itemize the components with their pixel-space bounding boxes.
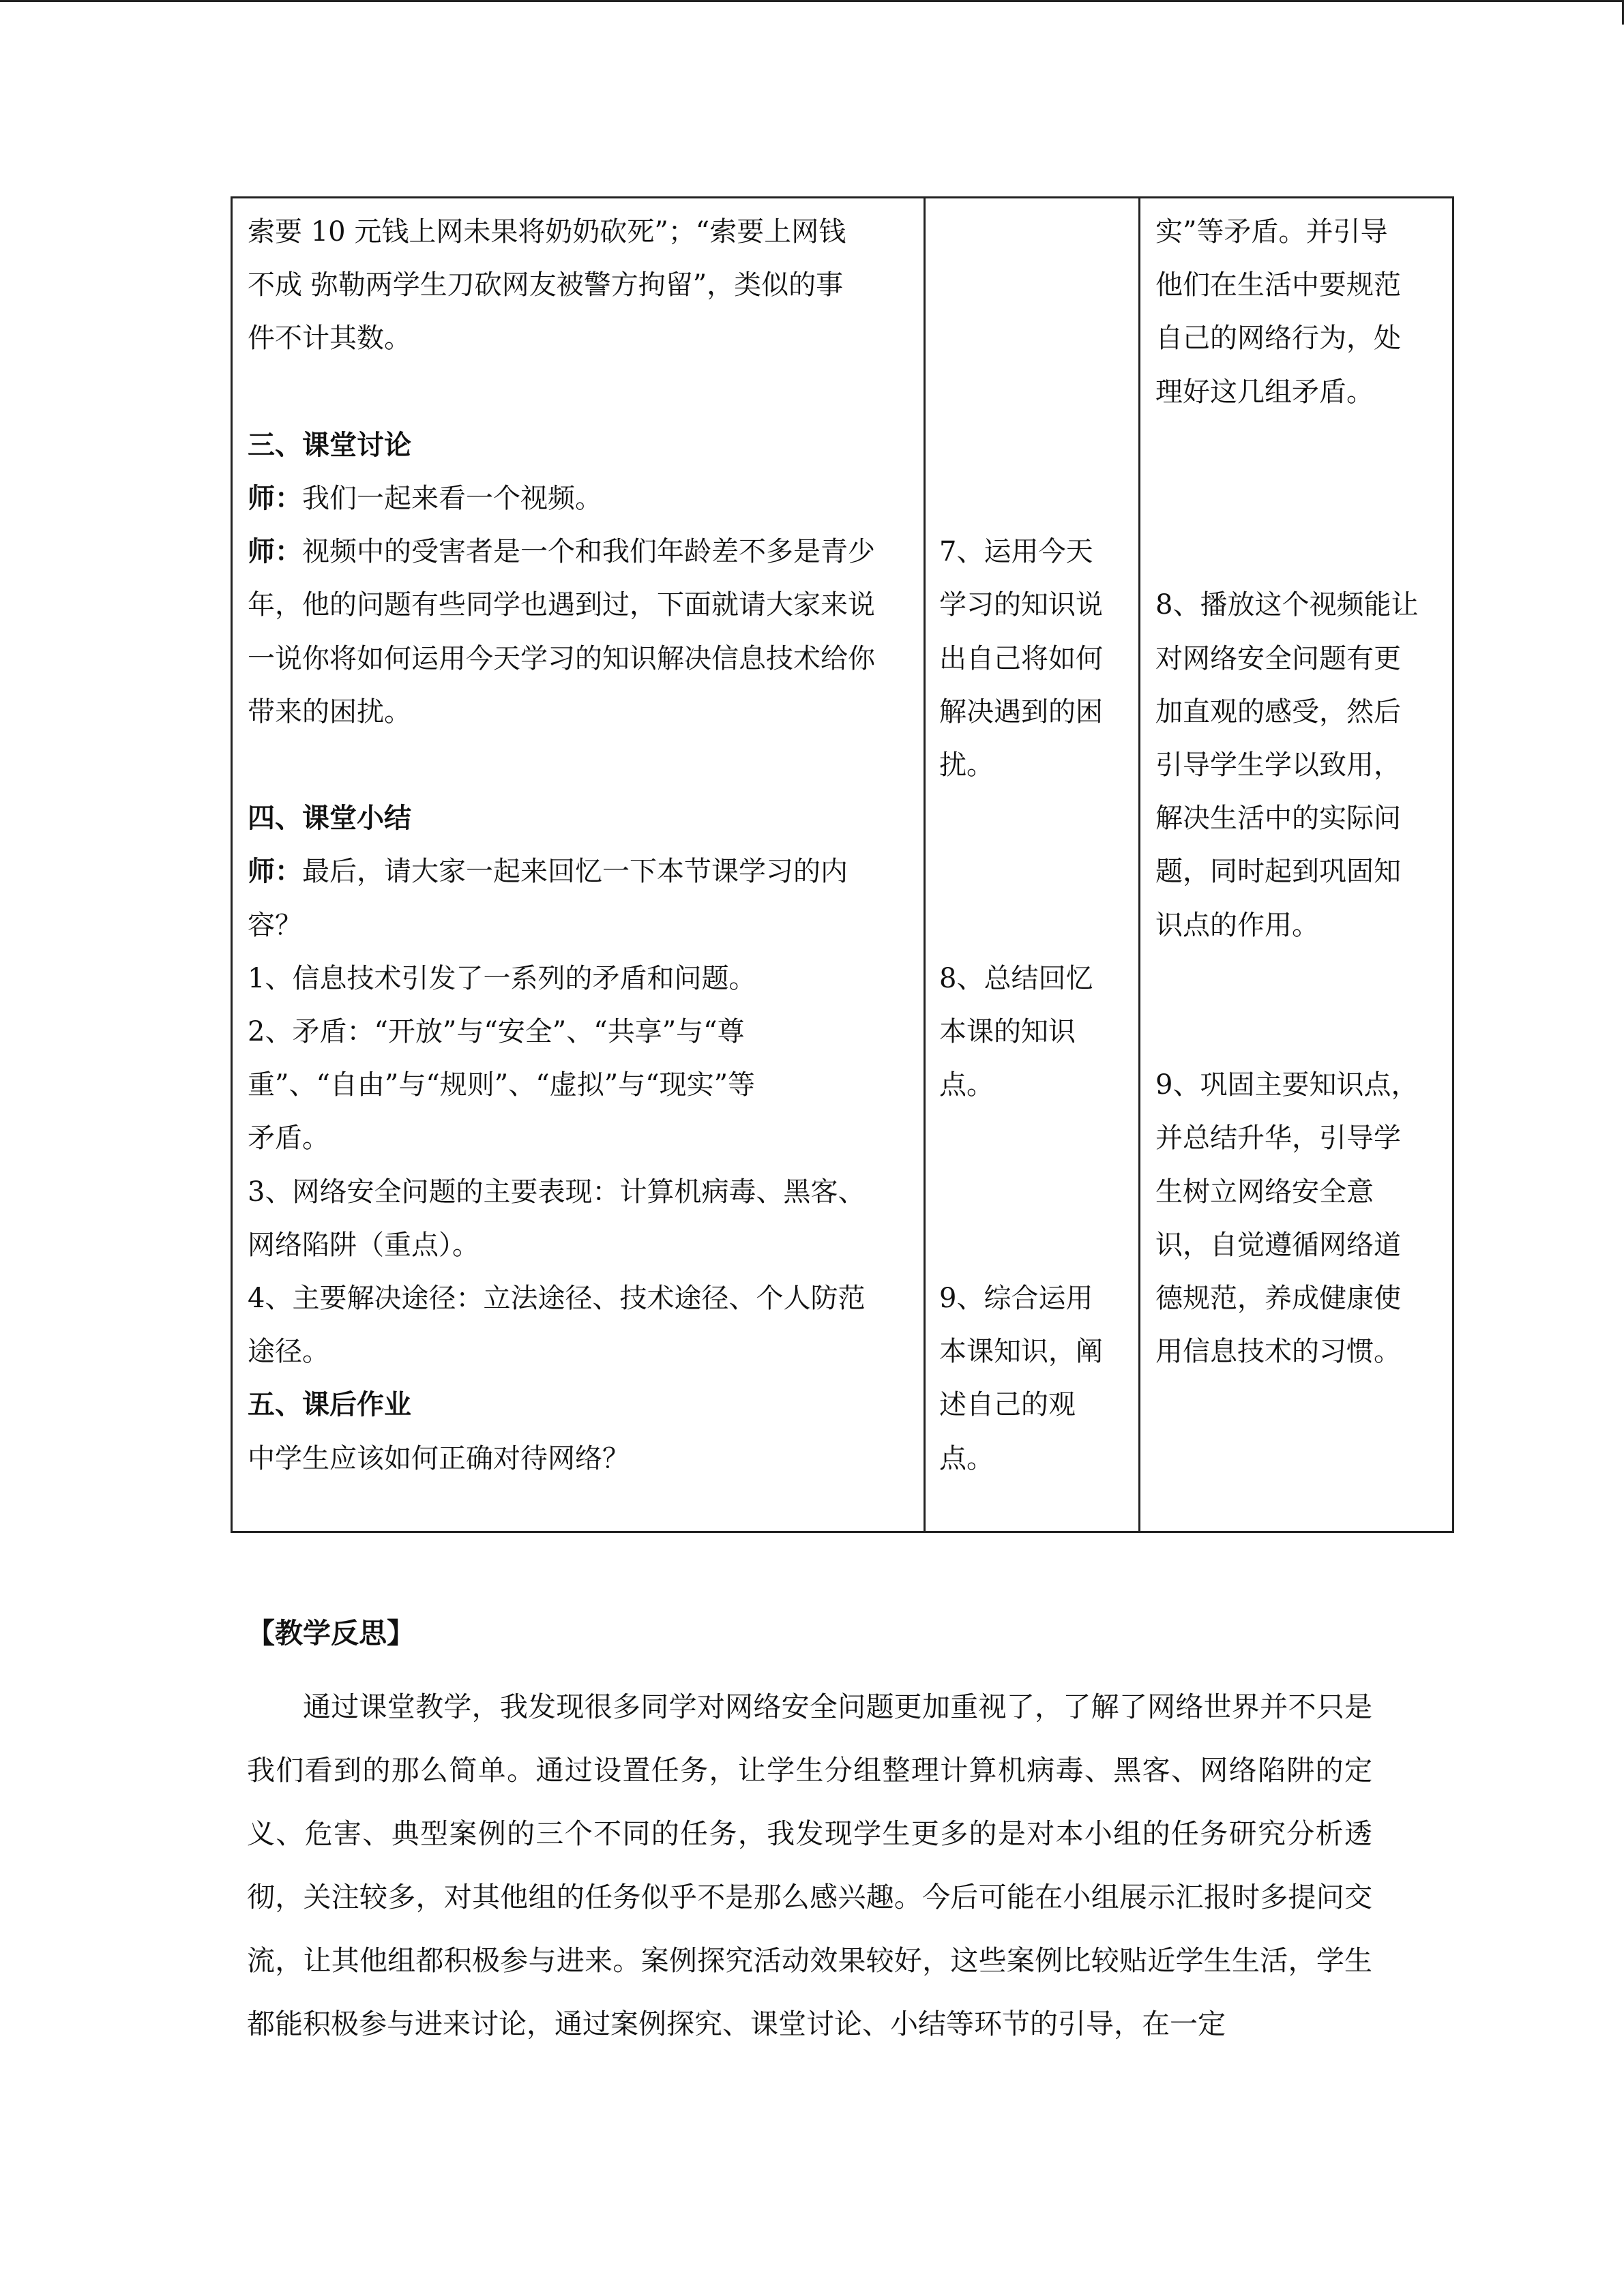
student-text-line: 解决遇到的困 (939, 696, 1103, 728)
teacher-text-line: 4、主要解决途径：立法途径、技术途径、个人防范 (248, 1283, 866, 1314)
speaker-text: 视频中的受害者是一个和我们年龄差不多是青少 (302, 536, 875, 568)
speaker-label: 师： (248, 482, 302, 514)
speaker-text: 最后，请大家一起来回忆一下本节课学习的内 (302, 856, 848, 888)
student-text-line: 8、总结回忆 (939, 962, 1093, 994)
teacher-text-line: 一说你将如何运用今天学习的知识解决信息技术给你 (248, 642, 875, 674)
intent-text-line: 对网络安全问题有更 (1155, 642, 1401, 674)
reflection-body: 通过课堂教学，我发现很多同学对网络安全问题更加重视了，了解了网络世界并不只是我们看到的那么简单。通过设置任务，让学生分组整理计算机病毒、黑客、网络陷阱的定义、危害、典型案例的三个不同的任务，我发现学生更多的是对本小组的任务研究分析透彻，关注较多，对其他组的任务似乎不是那么感兴趣。今后可能在小组展示汇报时多提问交流，让其他组都积极参与进来。案例探究活动效果较好，这些案例比较贴近学生生活，学生都能积极参与进来讨论，通过案例探究、课堂讨论、小结等环节的引导，在一定 (247, 1690, 1372, 2040)
teaching-reflection (247, 1606, 1372, 2056)
intent-text-line: 自己的网络行为，处 (1155, 323, 1401, 355)
teacher-text-line: 件不计其数。 (248, 323, 411, 355)
intent-text-line: 识，自觉遵循网络道 (1155, 1229, 1401, 1261)
intent-text-line: 解决生活中的实际问 (1155, 803, 1401, 835)
student-text-line: 点。 (939, 1069, 994, 1101)
teacher-text-line (248, 525, 875, 578)
teacher-text-line: 1、信息技术引发了一系列的矛盾和问题。 (248, 962, 756, 994)
intent-text-line: 并总结升华，引导学 (1155, 1122, 1401, 1154)
student-text-line: 本课知识，阐 (939, 1336, 1103, 1368)
speaker-label: 师： (248, 535, 302, 568)
intent-text-line: 用信息技术的习惯。 (1155, 1336, 1401, 1368)
student-text-line: 出自己将如何 (939, 642, 1103, 674)
teacher-text-line: 容？ (248, 909, 302, 941)
teacher-text-line: 3、网络安全问题的主要表现：计算机病毒、黑客、 (248, 1176, 866, 1208)
student-text-line: 学习的知识说 (939, 589, 1103, 621)
lesson-table (231, 196, 1454, 1533)
intent-text-line: 实”等矛盾。并引导 (1155, 216, 1388, 248)
teacher-text-line: 索要 10 元钱上网未果将奶奶砍死”；“索要上网钱 (248, 216, 846, 248)
student-text-line: 述自己的观 (939, 1389, 1076, 1421)
page-top-border (0, 0, 1624, 2)
teacher-text-line: 2、矛盾：“开放”与“安全”、“共享”与“尊 (248, 1016, 745, 1047)
intent-text-line: 理好这几组矛盾。 (1155, 376, 1374, 408)
teacher-text-line (248, 845, 848, 898)
teacher-text-line: 途径。 (248, 1336, 329, 1368)
student-activity-column (925, 198, 1140, 1532)
intent-text-line: 加直观的感受，然后 (1155, 696, 1401, 728)
intent-text-line: 9、巩固主要知识点， (1155, 1069, 1419, 1101)
teacher-text-line: 中学生应该如何正确对待网络？ (248, 1442, 630, 1474)
intent-text-line: 识点的作用。 (1155, 909, 1319, 941)
speaker-label: 师： (248, 855, 302, 888)
teacher-text-line: 带来的困扰。 (248, 696, 411, 728)
section-heading: 三、课堂讨论 (248, 428, 411, 461)
teacher-text-line (248, 472, 602, 525)
intent-text-line: 8、播放这个视频能让 (1155, 589, 1419, 621)
section-heading: 五、课后作业 (248, 1388, 411, 1421)
teacher-text-line: 网络陷阱（重点）。 (248, 1229, 479, 1261)
speaker-text: 我们一起来看一个视频。 (302, 483, 602, 514)
reflection-heading: 【教学反思】 (247, 1617, 415, 1650)
teacher-text-line: 矛盾。 (248, 1122, 329, 1154)
teacher-text-line: 年，他的问题有些同学也遇到过，下面就请大家来说 (248, 589, 875, 621)
student-text-line: 扰。 (939, 749, 994, 781)
intent-text-line: 德规范，养成健康使 (1155, 1283, 1401, 1314)
intent-text-line: 生树立网络安全意 (1155, 1176, 1374, 1208)
student-text-line: 9、综合运用 (939, 1283, 1093, 1314)
student-text-line: 7、运用今天 (939, 536, 1093, 568)
teacher-activity-column (232, 198, 925, 1532)
section-heading: 四、课堂小结 (248, 802, 411, 835)
intent-text-line: 他们在生活中要规范 (1155, 269, 1401, 301)
student-text-line: 本课的知识 (939, 1016, 1076, 1047)
design-intent-column (1140, 198, 1453, 1532)
student-text-line: 点。 (939, 1442, 994, 1474)
intent-text-line: 引导学生学以致用， (1155, 749, 1401, 781)
teacher-text-line: 不成 弥勒两学生刀砍网友被警方拘留”，类似的事 (248, 269, 844, 301)
intent-text-line: 题，同时起到巩固知 (1155, 856, 1401, 888)
teacher-text-line: 重”、“自由”与“规则”、“虚拟”与“现实”等 (248, 1069, 756, 1101)
